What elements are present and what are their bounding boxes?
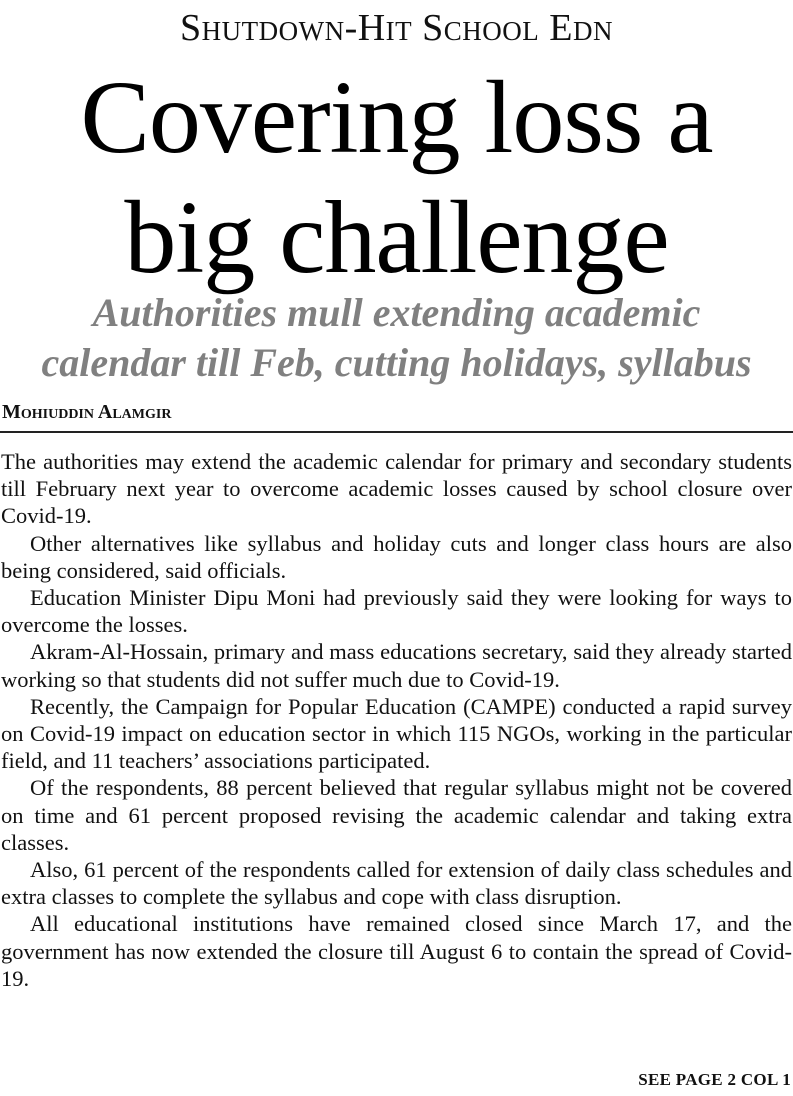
paragraph: All educational institutions have remained closed since March 17, and the government has now extended the closure till August 6 to contain the spread of Covid-19.	[1, 911, 792, 991]
divider-rule	[0, 431, 793, 433]
subheadline-line: calendar till Feb, cutting holidays, syllabus	[41, 340, 752, 385]
paragraph: The authorities may extend the academic calendar for primary and secondary students till February next year to overcome academic losses caused by school closure over Covid-19.	[1, 449, 792, 529]
paragraph: Other alternatives like syllabus and holiday cuts and longer class hours are also being considered, said officials.	[1, 530, 792, 583]
paragraph: Also, 61 percent of the respondents called for extension of daily class schedules and extra classes to complete the syllabus and cope with class disruption.	[1, 857, 792, 910]
article-body	[1, 448, 792, 992]
headline-line: big challenge	[124, 180, 669, 295]
paragraph: Of the respondents, 88 percent believed that regular syllabus might not be covered on time and 61 percent proposed revising the academic calendar and taking extra classes.	[1, 775, 792, 855]
subheadline	[0, 288, 793, 388]
paragraph: Akram-Al-Hossain, primary and mass educations secretary, said they already started working so that students did not suffer much due to Covid-19.	[1, 639, 792, 692]
kicker: Shutdown-Hit School Edn	[179, 7, 614, 49]
paragraph: Education Minister Dipu Moni had previously said they were looking for ways to overcome the losses.	[1, 585, 792, 638]
byline: Mohiuddin Alamgir	[2, 401, 172, 423]
paragraph: Recently, the Campaign for Popular Education (CAMPE) conducted a rapid survey on Covid-19 impact on education sector in which 115 NGOs, working in the particular field, and 11 teachers’ associations participated.	[1, 693, 792, 774]
headline-line: Covering loss a	[80, 60, 713, 175]
continued-on-page-note: SEE PAGE 2 COL 1	[638, 1070, 791, 1089]
subheadline-line: Authorities mull extending academic	[92, 290, 701, 335]
headline	[0, 58, 793, 298]
